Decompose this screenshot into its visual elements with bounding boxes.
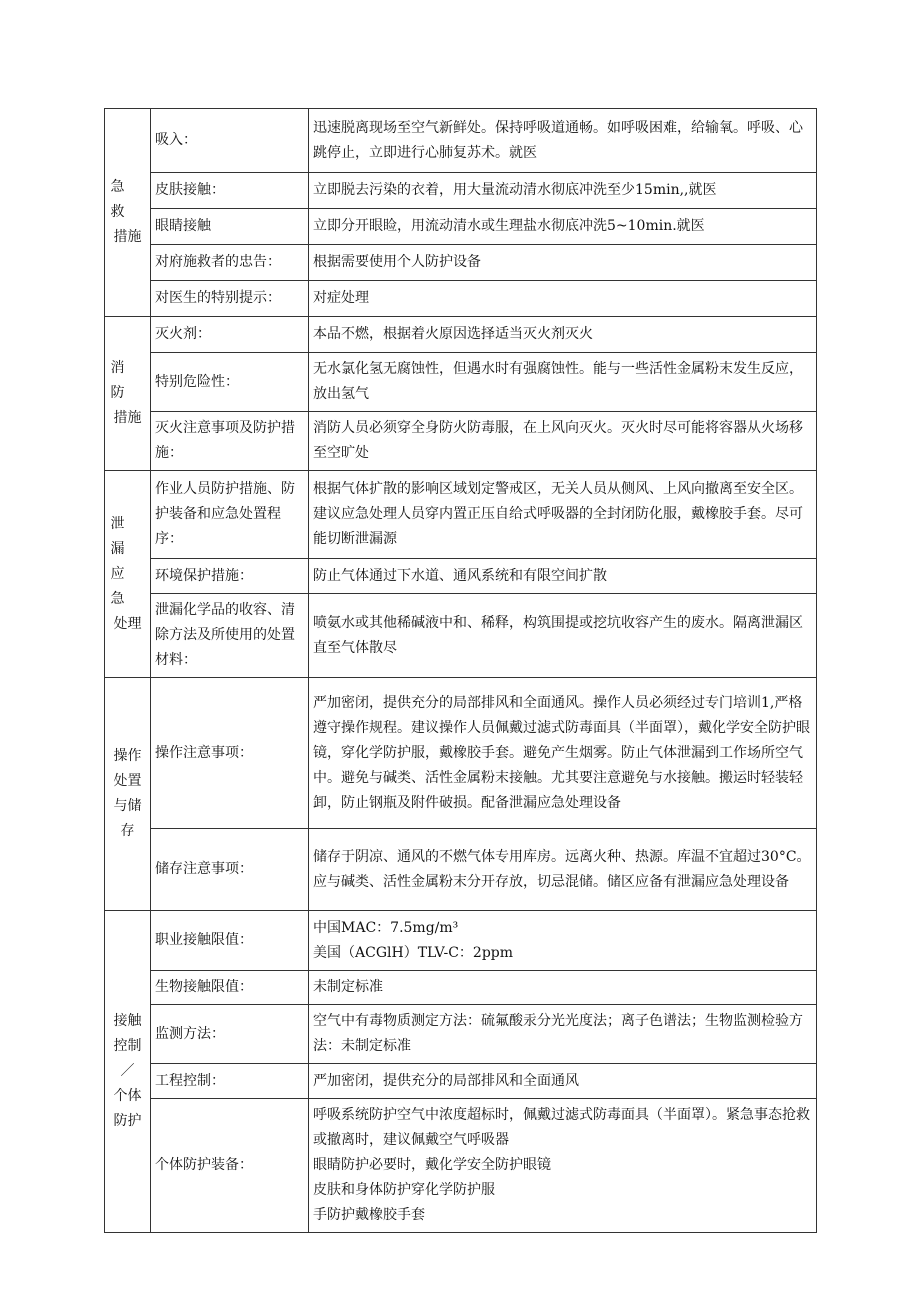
value-line: 皮肤和身体防护穿化学防护服 [313,1182,495,1198]
table-row [105,412,817,471]
table-row [105,971,817,1005]
category-line: 存 [120,823,135,839]
table-row [105,911,817,971]
item-value [309,1064,817,1099]
item-value [309,209,817,245]
item-value [309,678,817,829]
table-body [105,109,817,1233]
table-row [105,109,817,173]
category-line: 应 急 [110,565,139,607]
category-line: 个体 [113,1088,142,1104]
value-line: 中国MAC：7.5mg∕m³ [313,919,459,936]
item-value [309,245,817,281]
item-value [309,173,817,209]
value-line: 严加密闭，提供充分的局部排风和全面通风 [313,1072,579,1089]
table-row [105,1064,817,1099]
item-label: 储存注意事项： [151,829,309,911]
item-label: 监测方法： [151,1005,309,1064]
category-line: 消 防 [110,360,139,401]
value-line: 未制定标准 [313,979,383,995]
table-row [105,245,817,281]
item-value [309,1005,817,1064]
section-category [105,317,151,471]
item-label: 对医生的特别提示： [151,281,309,317]
category-line: 处理 [113,615,142,632]
category-line: 处置 [113,773,142,789]
table-row [105,281,817,317]
item-label: 工程控制： [151,1064,309,1099]
value-line: 本品不燃，根据着火原因选择适当灭火剂灭火 [313,326,593,342]
item-value [309,317,817,353]
category-line: 措施 [113,229,142,245]
category-line: 措施 [113,410,142,426]
category-line: 泄 漏 [110,515,139,557]
item-value [309,109,817,173]
value-line: 迅速脱离现场至空气新鲜处。保持呼吸道通畅。如呼吸困难，给输氧。呼吸、心跳停止，立即进行心肺复苏术。就医 [313,119,803,161]
item-label: 特别危险性： [151,353,309,412]
section-category [105,678,151,911]
value-line: 根据需要使用个人防护设备 [313,254,481,270]
value-line: 防止气体通过下水道、通风系统和有限空间扩散 [313,567,607,584]
table-row [105,209,817,245]
table-row [105,317,817,353]
section-category [105,471,151,678]
category-line: 操作 [113,748,142,764]
value-line: 储存于阴凉、通风的不燃气体专用库房。远离火种、热源。库温不宜超过30°C。应与碱类、活性金属粉末分开存放，切忌混储。储区应备有泄漏应急处理设备 [313,848,811,890]
value-line: 对症处理 [313,290,369,306]
item-label: 灭火剂： [151,317,309,353]
section-category [105,911,151,1233]
value-line: 立即分开眼睑，用流动清水或生理盐水彻底冲洗5~10min.就医 [313,218,705,234]
item-value [309,1099,817,1233]
value-line: 无水氯化氢无腐蚀性，但遇水时有强腐蚀性。能与一些活性金属粉末发生反应，放出氢气 [313,361,803,402]
category-line: 急 救 [110,179,139,220]
item-value [309,911,817,971]
item-label: 职业接触限值： [151,911,309,971]
value-line: 立即脱去污染的衣着，用大量流动清水彻底冲洗至少15min,,就医 [313,182,717,198]
item-label: 环境保护措施： [151,559,309,594]
item-label: 眼睛接触 [151,209,309,245]
table-row [105,678,817,829]
table-row [105,1099,817,1233]
item-label: 灭火注意事项及防护措施： [151,412,309,471]
value-line: 根据气体扩散的影响区域划定警戒区，无关人员从侧风、上风向撤离至安全区。建议应急处理人员穿内置正压自给式呼吸器的全封闭防化服，戴橡胶手套。尽可能切断泄漏源 [313,481,803,547]
category-line: 控制／ [113,1038,142,1079]
value-line: 眼睛防护必要时，戴化学安全防护眼镜 [313,1157,551,1173]
table-row [105,559,817,594]
value-line: 严加密闭，提供充分的局部排风和全面通风。操作人员必须经过专门培训1,严格遵守操作规程。建议操作人员佩戴过滤式防毒面具（半面罩），戴化学安全防护眼镜，穿化学防护服，戴橡胶手套。避免产生烟雾。防止气体泄漏到工作场所空气中。避免与碱类、活性金属粉末接触。尤其要注意避免与水接触。搬运时轻装轻卸，防止钢瓶及附件破损。配备泄漏应急处理设备 [313,694,810,811]
item-value [309,353,817,412]
value-line: 美国（ACGlH）TLV-C：2ppm [313,944,514,961]
item-value [309,471,817,559]
item-value [309,559,817,594]
section-category [105,109,151,317]
item-value [309,829,817,911]
item-label: 对府施救者的忠告： [151,245,309,281]
value-line: 喷氨水或其他稀碱液中和、稀释，构筑围提或挖坑收容产生的废水。隔离泄漏区直至气体散尽 [313,614,803,656]
item-label: 生物接触限值： [151,971,309,1005]
item-value [309,594,817,678]
item-value [309,412,817,471]
item-value [309,281,817,317]
table-row [105,829,817,911]
item-label: 皮肤接触： [151,173,309,209]
item-label: 操作注意事项： [151,678,309,829]
value-line: 手防护戴橡胶手套 [313,1207,425,1223]
item-label: 泄漏化学品的收容、清除方法及所使用的处置材料： [151,594,309,678]
table-row [105,471,817,559]
item-label: 作业人员防护措施、防护装备和应急处置程序： [151,471,309,559]
table-row [105,594,817,678]
table-row [105,353,817,412]
value-line: 呼吸系统防护空气中浓度超标时，佩戴过滤式防毒面具（半面罩）。紧急事态抢救或撤离时，建议佩戴空气呼吸器 [313,1107,810,1148]
category-line: 防护 [113,1113,142,1129]
table-row [105,173,817,209]
value-line: 消防人员必须穿全身防火防毒服，在上风向灭火。灭火时尽可能将容器从火场移至空旷处 [313,420,803,461]
table-row [105,1005,817,1064]
item-label: 吸入： [151,109,309,173]
item-label: 个体防护装备： [151,1099,309,1233]
item-value [309,971,817,1005]
category-line: 接触 [113,1013,142,1029]
value-line: 空气中有毒物质测定方法：硫氟酸汞分光光度法；离子色谱法；生物监测检验方法：未制定标准 [313,1013,803,1054]
safety-data-table [104,108,817,1233]
category-line: 与储 [113,798,142,814]
